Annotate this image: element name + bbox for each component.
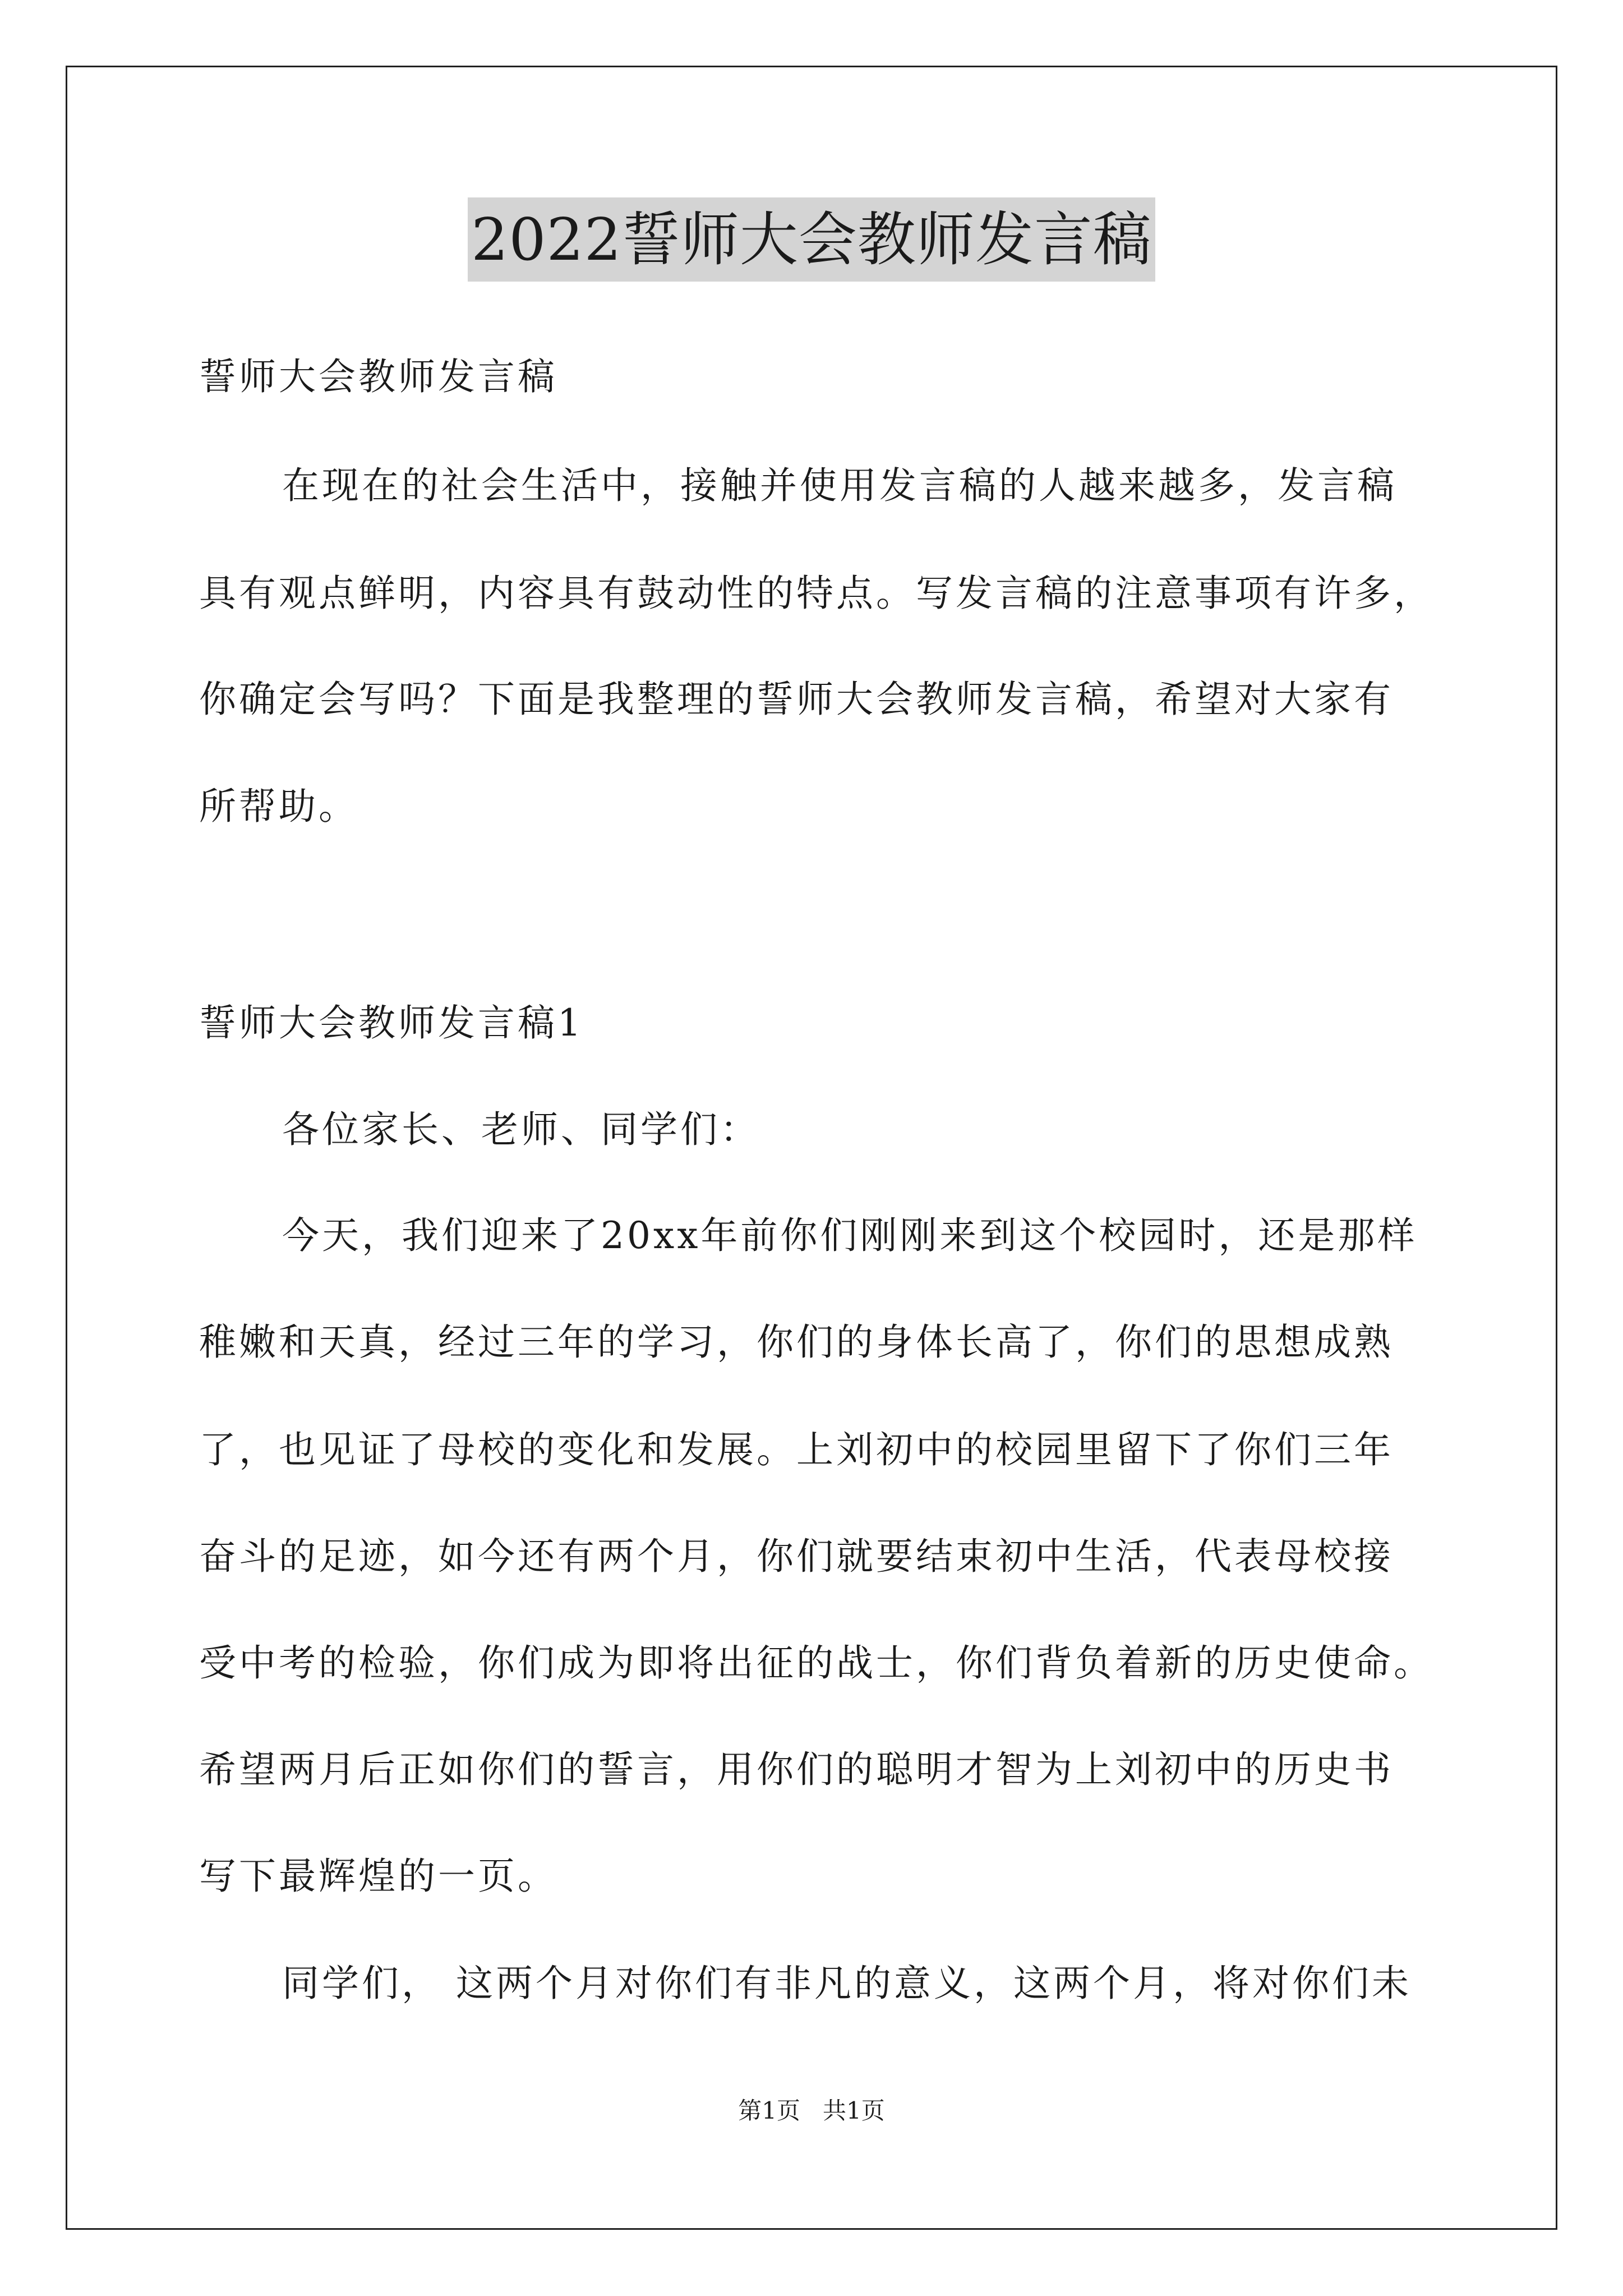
paragraph-line: 各位家长、老师、同学们： (282, 1108, 760, 1151)
paragraph-line: 受中考的检验，你们成为即将出征的战士，你们背负着新的历史使命。 (199, 1641, 1433, 1685)
paragraph-line: 奋斗的足迹，如今还有两个月，你们就要结束初中生活，代表母校接 (199, 1535, 1394, 1578)
page-footer: 第1页 共1页 (738, 2097, 885, 2124)
paragraph-line: 了，也见证了母校的变化和发展。上刘初中的校园里留下了你们三年 (199, 1428, 1394, 1471)
paragraph-line: 同学们， 这两个月对你们有非凡的意义，这两个月，将对你们未 (282, 1962, 1412, 2005)
paragraph-line: 你确定会写吗？下面是我整理的誓师大会教师发言稿，希望对大家有 (199, 678, 1394, 721)
paragraph-line: 在现在的社会生活中，接触并使用发言稿的人越来越多，发言稿 (282, 464, 1397, 507)
paragraph-line: 具有观点鲜明，内容具有鼓动性的特点。写发言稿的注意事项有许多， (199, 572, 1433, 615)
section-heading: 誓师大会教师发言稿 (199, 355, 557, 398)
section-heading: 誓师大会教师发言稿1 (199, 1001, 584, 1045)
title-container (0, 197, 1623, 282)
paragraph-line: 稚嫩和天真，经过三年的学习，你们的身体长高了，你们的思想成熟 (199, 1320, 1394, 1364)
document-title: 2022誓师大会教师发言稿 (468, 197, 1155, 282)
paragraph-line: 希望两月后正如你们的誓言，用你们的聪明才智为上刘初中的历史书 (199, 1748, 1394, 1791)
paragraph-line: 今天，我们迎来了20xx年前你们刚刚来到这个校园时，还是那样 (282, 1214, 1418, 1257)
paragraph-line: 写下最辉煌的一页。 (199, 1855, 557, 1898)
paragraph-line: 所帮助。 (199, 785, 358, 828)
